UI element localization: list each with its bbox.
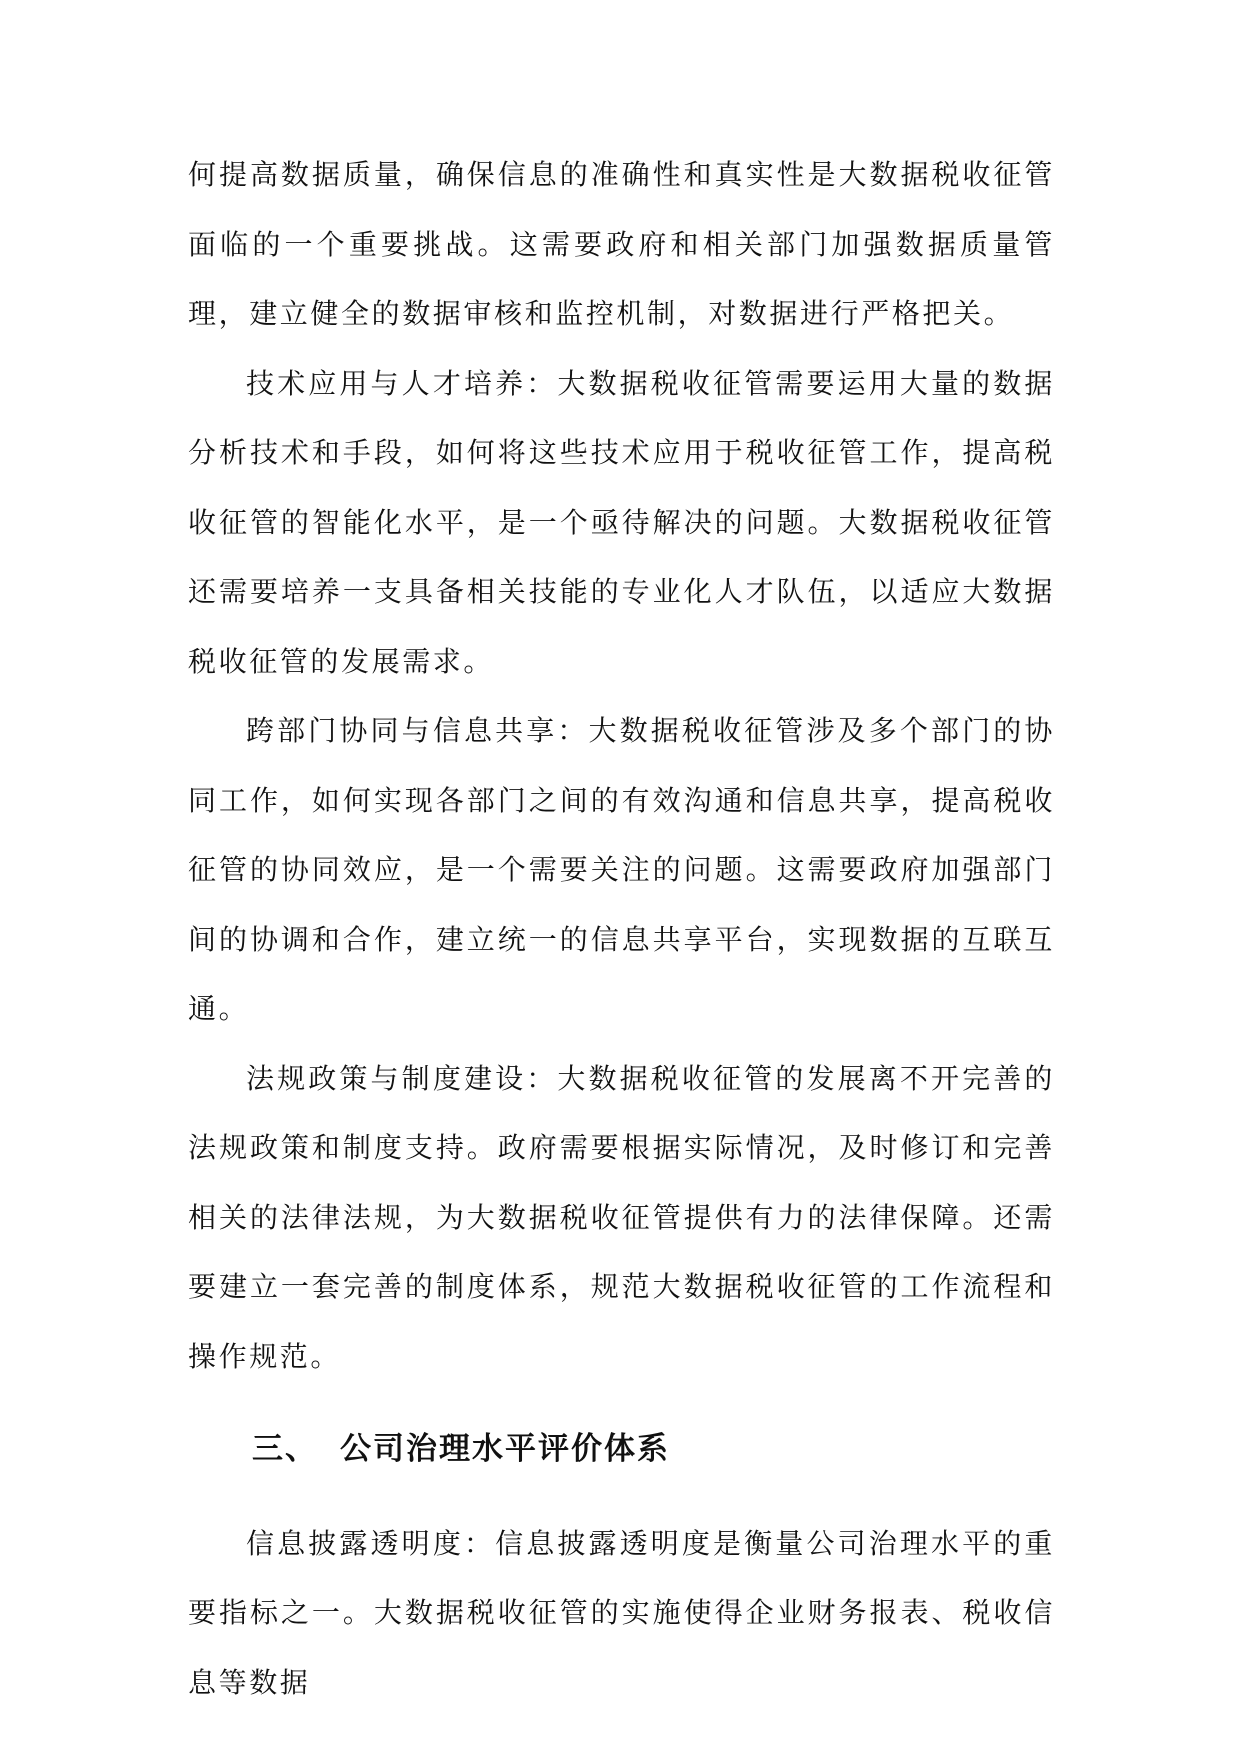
section-title: 公司治理水平评价体系	[340, 1431, 670, 1467]
paragraph-disclosure-transparency: 信息披露透明度：信息披露透明度是衡量公司治理水平的重要指标之一。大数据税收征管的实施使得企业财务报表、税收信息等数据	[188, 1526, 1055, 1699]
section-heading	[252, 1415, 1055, 1485]
section-number: 三、	[252, 1431, 318, 1467]
paragraph-tech-and-talent: 技术应用与人才培养：大数据税收征管需要运用大量的数据分析技术和手段，如何将这些技术应用于税收征管工作，提高税收征管的智能化水平，是一个亟待解决的问题。大数据税收征管还需要培养一支具备相关技能的专业化人才队伍，以适应大数据税收征管的发展需求。	[188, 366, 1055, 678]
page-content	[188, 140, 1055, 1717]
paragraph-data-quality: 何提高数据质量，确保信息的准确性和真实性是大数据税收征管面临的一个重要挑战。这需要政府和相关部门加强数据质量管理，建立健全的数据审核和监控机制，对数据进行严格把关。	[188, 158, 1055, 330]
paragraph-regulation-policy: 法规政策与制度建设：大数据税收征管的发展离不开完善的法规政策和制度支持。政府需要根据实际情况，及时修订和完善相关的法律法规，为大数据税收征管提供有力的法律保障。还需要建立一套完善的制度体系，规范大数据税收征管的工作流程和操作规范。	[188, 1061, 1055, 1373]
paragraph-cross-department: 跨部门协同与信息共享：大数据税收征管涉及多个部门的协同工作，如何实现各部门之间的有效沟通和信息共享，提高税收征管的协同效应，是一个需要关注的问题。这需要政府加强部门间的协调和合作，建立统一的信息共享平台，实现数据的互联互通。	[188, 714, 1055, 1025]
